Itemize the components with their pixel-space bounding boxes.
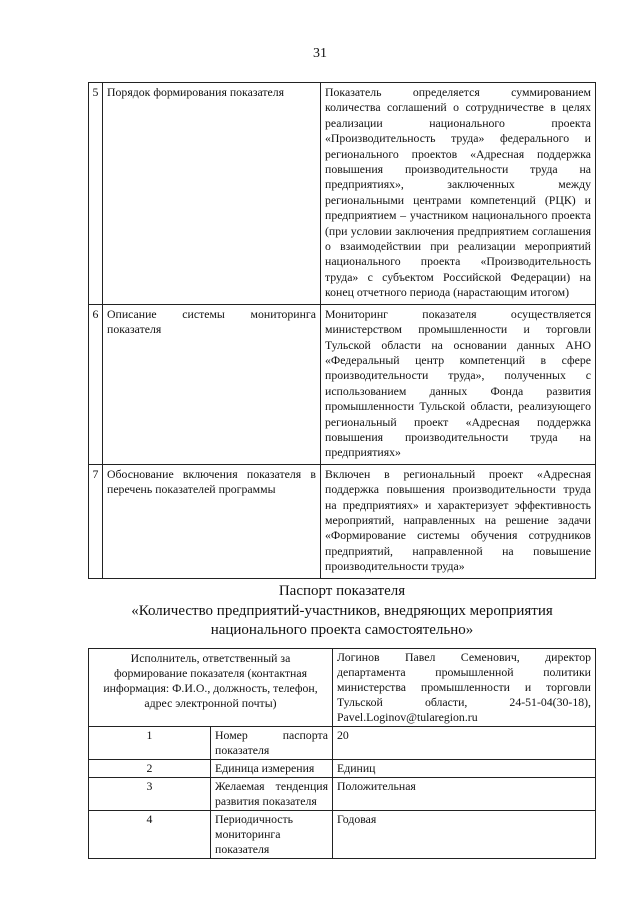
row-number: 1	[89, 727, 211, 760]
row-number: 5	[89, 83, 103, 305]
passport-title-line: национального проекта самостоятельно»	[210, 622, 474, 638]
indicator-passport-table	[88, 648, 596, 859]
row-number: 2	[89, 760, 211, 778]
row-value: Положительная	[333, 778, 596, 811]
row-name: Единица измерения	[211, 760, 333, 778]
table-row	[89, 464, 596, 578]
row-name: Описание системы мониторинга показателя	[103, 304, 321, 464]
row-number: 3	[89, 778, 211, 811]
row-value: 20	[333, 727, 596, 760]
executor-row	[89, 649, 596, 727]
passport-title	[90, 582, 594, 641]
table-row	[89, 304, 596, 464]
row-name: Обоснование включения показателя в перечень показателей программы	[103, 464, 321, 578]
row-description: Мониторинг показателя осуществляется министерством промышленности и торговли Тульской области на основании данных АНО «Федеральный центр компетенций в сфере производительности труда», полученных с использованием данных Фонда развития промышленности Тульской области, реализующего региональный проект «Адресная поддержка повышения производительности труда на предприятиях»	[321, 304, 596, 464]
row-description: Включен в региональный проект «Адресная поддержка повышения производительности труда на предприятиях» и характеризует эффективность мероприятий, направленных на решение задачи «Формирование системы обучения сотрудников предприятий, направленной на повышение производительности труда»	[321, 464, 596, 578]
table-row	[89, 811, 596, 859]
table-row	[89, 760, 596, 778]
row-description: Показатель определяется суммированием количества соглашений о сотрудничестве в целях реализации национального проекта «Производительность труда» федерального и регионального проектов «Адресная поддержка повышения производительности труда на предприятиях», заключенных между региональными центрами компетенций (РЦК) и предприятием – участником национального проекта (при условии заключения предприятием соглашения о взаимодействии при реализации мероприятий национального проекта «Производительность труда» с субъектом Российской Федерации) на конец отчетного периода (нарастающим итогом)	[321, 83, 596, 305]
row-number: 4	[89, 811, 211, 859]
indicator-description-table	[88, 82, 596, 579]
table-row	[89, 727, 596, 760]
page-number: 31	[313, 46, 327, 61]
executor-label: Исполнитель, ответственный за формирование показателя (контактная информация: Ф.И.О., должность, телефон, адрес электронной почты)	[89, 649, 333, 727]
passport-title-line: Паспорт показателя	[278, 583, 406, 599]
row-number: 7	[89, 464, 103, 578]
row-number: 6	[89, 304, 103, 464]
row-name: Желаемая тенденция развития показателя	[211, 778, 333, 811]
row-name: Номер паспорта показателя	[211, 727, 333, 760]
row-name: Порядок формирования показателя	[103, 83, 321, 305]
row-value: Годовая	[333, 811, 596, 859]
table-row	[89, 778, 596, 811]
row-name: Периодичность мониторинга показателя	[211, 811, 333, 859]
passport-title-line: «Количество предприятий-участников, внедряющих мероприятия	[131, 602, 553, 619]
table-row	[89, 83, 596, 305]
executor-value: Логинов Павел Семенович, директор департамента промышленной политики министерства промышленности и торговли Тульской области, 24-51-04(30-18), Pavel.Loginov@tularegion.ru	[333, 649, 596, 727]
row-value: Единиц	[333, 760, 596, 778]
